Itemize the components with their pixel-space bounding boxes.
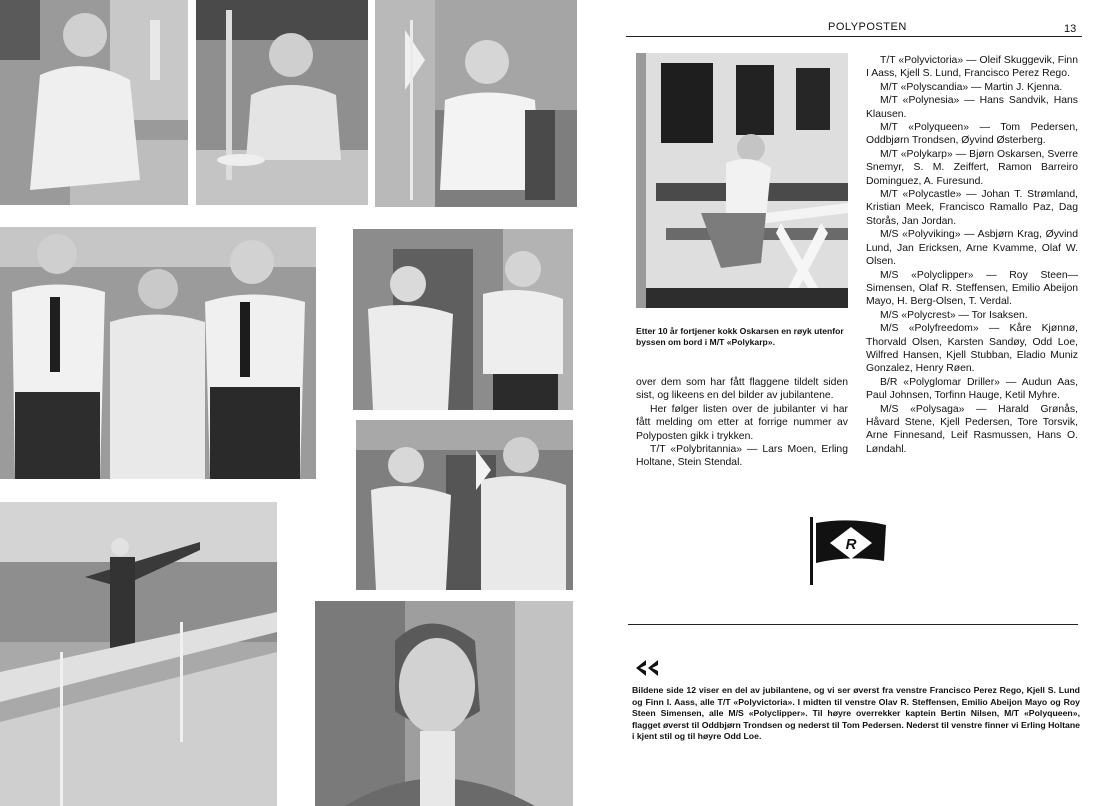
list-entry: M/S «Polysaga» — Harald Grønås, Håvard Stene, Kjell Pedersen, Tore Torsvik, Arne Finnesand, Leif Rasmussen, Hans O. Løndahl. xyxy=(866,403,1078,455)
list-entry: M/T «Polyqueen» — Tom Pedersen, Oddbjørn Trondsen, Øyvind Østerberg. xyxy=(866,122,1078,147)
company-flag-logo xyxy=(806,515,890,587)
back-arrow-icon xyxy=(632,658,662,678)
paragraph: T/T «Polybritannia» — Lars Moen, Erling Holtane, Stein Stendal. xyxy=(636,444,848,469)
photo-man-portrait-closeup xyxy=(315,601,573,806)
list-entry: M/S «Polyviking» — Asbjørn Krag, Øyvind Lund, Jan Ericksen, Arne Kvamme, Olaf W. Olsen. xyxy=(866,229,1078,268)
list-entry: M/T «Polykarp» — Bjørn Oskarsen, Sverre Snemyr, S. M. Zeiffert, Ramon Barreiro Dominguez, A. Furesund. xyxy=(866,148,1078,187)
logo-letter: R xyxy=(845,536,857,553)
publication-title: POLYPOSTEN xyxy=(828,21,907,33)
paragraph: Her følger listen over de jubilanter vi har fått melding om etter at forrige nummer av Polyposten gikk i trykken. xyxy=(636,403,848,442)
list-entry: B/R «Polyglomar Driller» — Audun Aas, Paul Johnsen, Torfinn Hauge, Ketil Myhre. xyxy=(866,376,1078,402)
page-number: 13 xyxy=(1064,23,1077,35)
photo-man-on-ship-deck xyxy=(0,502,277,806)
list-entry: T/T «Polyvictoria» — Oleif Skuggevik, Finn I Aass, Kjell S. Lund, Francisco Perez Rego. xyxy=(866,55,1078,80)
jubilant-list-column xyxy=(866,54,1078,456)
paragraph: over dem som har fått flaggene tildelt siden sist, og likeens en del bilder av jubilantene. xyxy=(636,377,848,402)
photo-three-men-with-glasses xyxy=(0,227,316,479)
photo-bearded-man-at-table xyxy=(196,0,368,205)
list-entry: M/S «Polycrest» — Tor Isaksen. xyxy=(880,309,1028,321)
photo-handshake-bottom xyxy=(356,420,573,590)
list-entry: M/S «Polyclipper» — Roy Steen—Simensen, Olaf R. Steffensen, Emilio Abeijon Mayo, H. Berg-Olsen, T. Verdal. xyxy=(866,269,1078,308)
article-middle-column xyxy=(636,376,848,470)
list-entry: M/T «Polynesia» — Hans Sandvik, Hans Klausen. xyxy=(866,95,1078,120)
photo-credits-caption: Bildene side 12 viser en del av jubilantene, og vi ser øverst fra venstre Francisco Perez Rego, Kjell S. Lund og Finn I. Aass, alle T/T «Polyvictoria». I midten til venstre Olav R. Steffensen, Emilio Abeijon Mayo og Roy Steen Simensen, alle M/S «Polyclipper». Til høyre overrekker kaptein Bertin Nilsen, M/T «Polyqueen», flagget øverst til Oddbjørn Trondsen og nederst til Tom Pedersen. Nederst til venstre finner vi Erling Holtane i kjent stil og til høyre Odd Loe. xyxy=(632,685,1080,742)
list-entry: M/T «Polycastle» — Johan T. Strømland, Kristian Meek, Francisco Ramallo Paz, Dag Storås, Jan Jordan. xyxy=(866,189,1078,227)
photo-kokk-oskarsen-smoking xyxy=(636,53,848,308)
photo-caption: Etter 10 år fortjener kokk Oskarsen en røyk utenfor byssen om bord i M/T «Polykarp». xyxy=(636,326,844,348)
photo-handshake-top xyxy=(353,229,573,410)
photo-man-reading-with-flag xyxy=(375,0,577,207)
list-entry: M/S «Polyfreedom» — Kåre Kjønnø, Thorvald Olsen, Karsten Sandøy, Odd Loe, Wilfred Hansen, Kjell Stubban, Eladio Muniz Gonzalez, Henry Røen. xyxy=(866,323,1078,375)
header-rule xyxy=(626,36,1082,37)
section-rule xyxy=(628,624,1078,625)
list-entry: M/T «Polyscandia» — Martin J. Kjenna. xyxy=(880,81,1063,93)
photo-man-writing-at-desk xyxy=(0,0,188,205)
